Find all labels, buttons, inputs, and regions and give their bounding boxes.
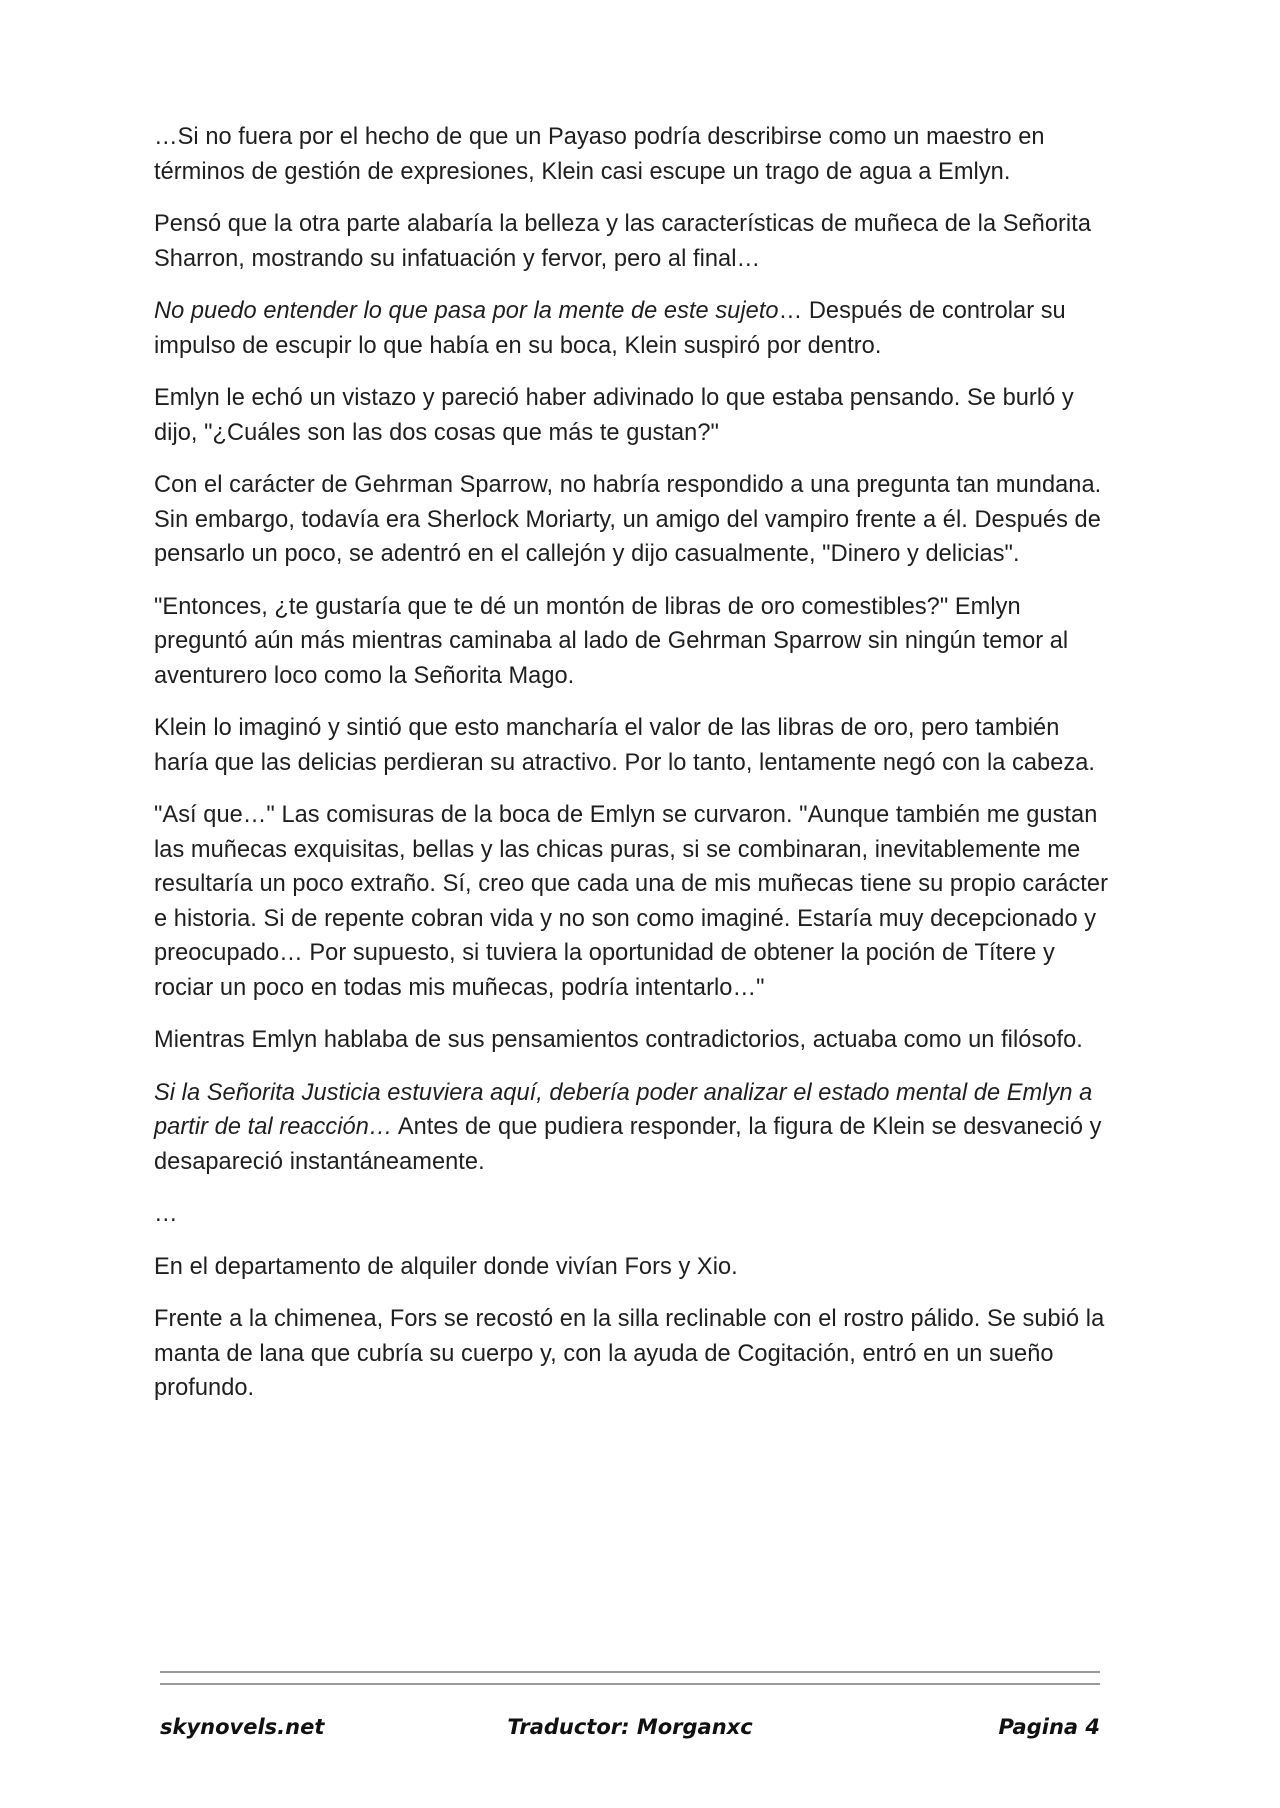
footer-page-number: Pagina 4 xyxy=(998,1715,1100,1739)
footer-divider-top xyxy=(160,1671,1100,1673)
text-run: Emlyn le echó un vistazo y pareció haber adivinado lo que estaba pensando. Se burló y dijo, "¿Cuáles son las dos cosas que más te gustan?" xyxy=(154,385,1074,446)
body-text xyxy=(154,120,1114,1424)
page-footer xyxy=(160,1715,1100,1749)
paragraph xyxy=(154,120,1114,189)
text-run: Mientras Emlyn hablaba de sus pensamientos contradictorios, actuaba como un filósofo. xyxy=(154,1027,1083,1053)
paragraph xyxy=(154,1250,1114,1285)
paragraph xyxy=(154,1076,1114,1180)
text-run: … xyxy=(154,1201,178,1227)
text-run: Klein lo imaginó y sintió que esto mancharía el valor de las libras de oro, pero también haría que las delicias perdieran su atractivo. Por lo tanto, lentamente negó con la cabeza. xyxy=(154,715,1096,776)
text-run: "Así que…" Las comisuras de la boca de Emlyn se curvaron. "Aunque también me gustan las muñecas exquisitas, bellas y las chicas puras, si se combinaran, inevitablemente me resultaría un poco extraño. Sí, creo que cada una de mis muñecas tiene su propio carácter e historia. Si de repente cobran vida y no son como imaginé. Estaría muy decepcionado y preocupado… Por supuesto, si tuviera la oportunidad de obtener la poción de Títere y rociar un poco en todas mis muñecas, podría intentarlo…" xyxy=(154,802,1108,1001)
paragraph xyxy=(154,468,1114,572)
paragraph xyxy=(154,590,1114,694)
text-run: …Si no fuera por el hecho de que un Payaso podría describirse como un maestro en términos de gestión de expresiones, Klein casi escupe un trago de agua a Emlyn. xyxy=(154,124,1045,185)
paragraph xyxy=(154,294,1114,363)
italic-text-run: No puedo entender lo que pasa por la mente de este sujeto xyxy=(154,298,779,324)
paragraph xyxy=(154,207,1114,276)
footer-site: skynovels.net xyxy=(160,1715,325,1739)
paragraph xyxy=(154,711,1114,780)
text-run: Frente a la chimenea, Fors se recostó en la silla reclinable con el rostro pálido. Se subió la manta de lana que cubría su cuerpo y, con la ayuda de Cogitación, entró en un sueño profundo. xyxy=(154,1306,1105,1401)
paragraph xyxy=(154,381,1114,450)
text-run: En el departamento de alquiler donde vivían Fors y Xio. xyxy=(154,1253,738,1280)
footer-divider-bottom xyxy=(160,1683,1100,1685)
text-run: Con el carácter de Gehrman Sparrow, no habría respondido a una pregunta tan mundana. Sin embargo, todavía era Sherlock Moriarty, un amigo del vampiro frente a él. Después de pensarlo un poco, se adentró en el callejón y dijo casualmente, "Dinero y delicias". xyxy=(154,472,1102,567)
paragraph xyxy=(154,1023,1114,1058)
text-run: "Entonces, ¿te gustaría que te dé un montón de libras de oro comestibles?" Emlyn preguntó aún más mientras caminaba al lado de Gehrman Sparrow sin ningún temor al aventurero loco como la Señorita Mago. xyxy=(154,593,1069,689)
paragraph xyxy=(154,798,1114,1005)
text-run: … Después de controlar su impulso de escupir lo que había en su boca, Klein suspiró por dentro. xyxy=(154,298,1066,359)
footer-translator: Traductor: Morganxc xyxy=(507,1715,753,1739)
text-run: Antes de que pudiera responder, la figura de Klein se desvaneció y desapareció instantáneamente. xyxy=(154,1114,1102,1175)
italic-text-run: Si la Señorita Justicia estuviera aquí, debería poder analizar el estado mental de Emlyn a partir de tal reacción… xyxy=(154,1079,1093,1140)
paragraph xyxy=(154,1197,1114,1232)
paragraph xyxy=(154,1302,1114,1406)
text-run: Pensó que la otra parte alabaría la belleza y las características de muñeca de la Señorita Sharron, mostrando su infatuación y fervor, pero al final… xyxy=(154,211,1091,272)
